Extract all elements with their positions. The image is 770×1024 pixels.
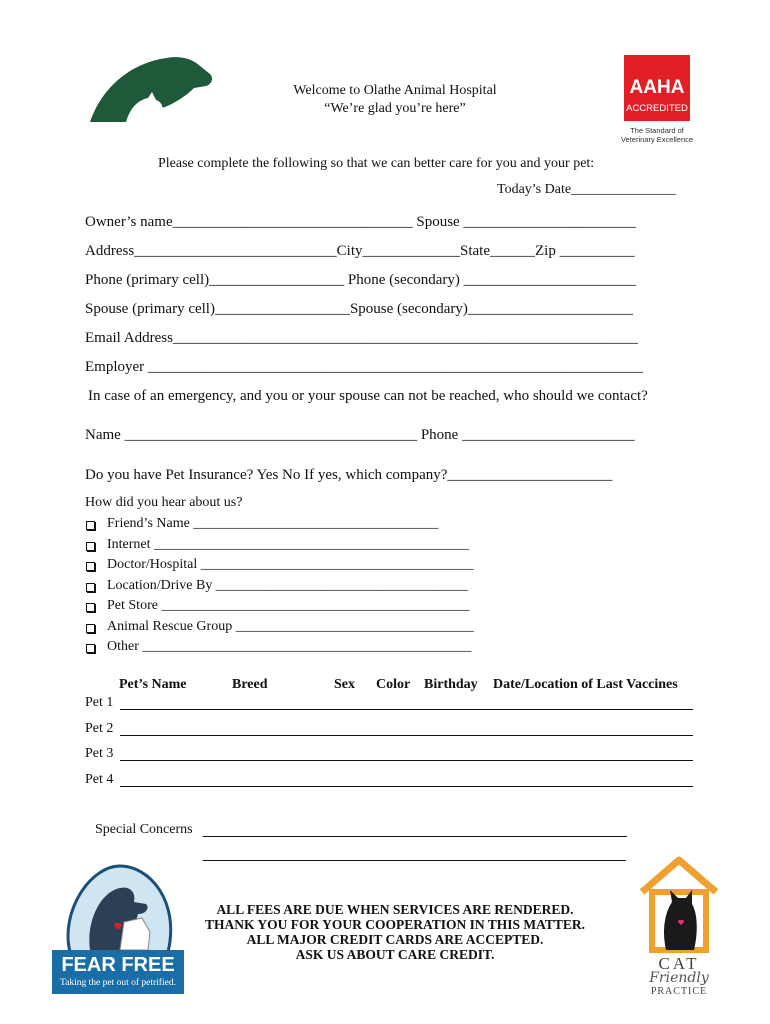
pet-header-name: Pet’s Name xyxy=(119,677,187,692)
referral-checkbox[interactable] xyxy=(86,624,95,633)
hospital-logo xyxy=(86,52,216,124)
address-field[interactable]: Address___________________________City_____________State______Zip __________ xyxy=(85,243,635,259)
pet-row-label: Pet 3 xyxy=(85,746,114,761)
fear-free-tagline: Taking the pet out of petrified. xyxy=(60,978,176,988)
intro-text: Please complete the following so that we can better care for you and your pet: xyxy=(158,156,595,171)
referral-option[interactable]: Location/Drive By ____________________________________ xyxy=(107,577,468,593)
referral-option[interactable]: Pet Store ____________________________________________ xyxy=(107,598,470,613)
phone-field[interactable]: Phone (primary cell)__________________ Phone (secondary) _______________________ xyxy=(85,272,637,288)
emergency-question: In case of an emergency, and you or your spouse can not be reached, who should we contact? xyxy=(88,388,648,404)
cat-friendly-word-1: CAT xyxy=(658,954,700,973)
welcome-title: Welcome to Olathe Animal Hospital xyxy=(293,83,497,98)
emergency-contact-field[interactable]: Name _______________________________________ Phone _______________________ xyxy=(85,427,635,443)
special-concerns-line-1[interactable] xyxy=(203,836,627,837)
referral-option[interactable]: Friend’s Name ___________________________________ xyxy=(107,516,439,531)
footer-line-4: ASK US ABOUT CARE CREDIT. xyxy=(295,947,495,962)
referral-option[interactable]: Doctor/Hospital _______________________________________ xyxy=(107,557,474,572)
pet-header-color: Color xyxy=(376,677,411,692)
aaha-subtitle-1: The Standard of xyxy=(630,126,684,135)
referral-checkbox[interactable] xyxy=(86,583,95,592)
cat-friendly-word-2: Friendly xyxy=(649,970,709,986)
pet-row-line[interactable] xyxy=(120,735,693,736)
referral-checkbox[interactable] xyxy=(86,603,95,612)
pet-header-birthday: Birthday xyxy=(424,677,478,692)
pet-row-label: Pet 1 xyxy=(85,695,114,710)
referral-checkbox[interactable] xyxy=(86,562,95,571)
pet-header-breed: Breed xyxy=(232,677,268,692)
insurance-field[interactable]: Do you have Pet Insurance? Yes No If yes, which company?______________________ xyxy=(85,467,613,483)
owner-name-field[interactable]: Owner’s name________________________________ Spouse _______________________ xyxy=(85,214,636,230)
referral-checkbox[interactable] xyxy=(86,521,95,530)
referral-checkbox[interactable] xyxy=(86,542,95,551)
welcome-tagline: “We’re glad you’re here” xyxy=(324,101,466,116)
special-concerns-label: Special Concerns xyxy=(95,822,193,837)
spouse-phone-field[interactable]: Spouse (primary cell)__________________Spouse (secondary)______________________ xyxy=(85,301,633,317)
aaha-accredited-text: ACCREDITED xyxy=(626,103,688,114)
todays-date-field[interactable]: Today’s Date_______________ xyxy=(497,182,677,197)
fear-free-logo xyxy=(50,862,186,996)
referral-checkbox[interactable] xyxy=(86,644,95,653)
footer-line-1: ALL FEES ARE DUE WHEN SERVICES ARE RENDERED. xyxy=(216,902,574,917)
fear-free-title: FEAR FREE xyxy=(61,954,175,976)
pet-row-line[interactable] xyxy=(120,709,693,710)
pet-header-sex: Sex xyxy=(334,677,355,692)
footer-line-3: ALL MAJOR CREDIT CARDS ARE ACCEPTED. xyxy=(246,932,544,947)
special-concerns-line-2[interactable] xyxy=(203,860,626,861)
pet-header-vaccines: Date/Location of Last Vaccines xyxy=(493,677,678,692)
referral-option[interactable]: Other _______________________________________________ xyxy=(107,639,472,654)
pet-row-label: Pet 4 xyxy=(85,771,114,787)
referral-option[interactable]: Animal Rescue Group __________________________________ xyxy=(107,618,474,634)
pet-row-label: Pet 2 xyxy=(85,720,114,736)
aaha-subtitle-2: Veterinary Excellence xyxy=(620,135,694,144)
referral-question: How did you hear about us? xyxy=(85,495,243,510)
aaha-brand-text: AAHA xyxy=(629,77,685,98)
referral-option[interactable]: Internet _____________________________________________ xyxy=(107,536,470,552)
cat-friendly-word-3: PRACTICE xyxy=(650,986,708,997)
pet-row-line[interactable] xyxy=(120,760,693,761)
cat-friendly-logo xyxy=(636,856,722,997)
employer-field[interactable]: Employer __________________________________________________________________ xyxy=(85,359,643,375)
aaha-logo xyxy=(620,55,694,144)
footer-line-2: THANK YOU FOR YOUR COOPERATION IN THIS MATTER. xyxy=(204,917,586,932)
pet-row-line[interactable] xyxy=(120,786,693,787)
email-field[interactable]: Email Address______________________________________________________________ xyxy=(85,330,638,346)
